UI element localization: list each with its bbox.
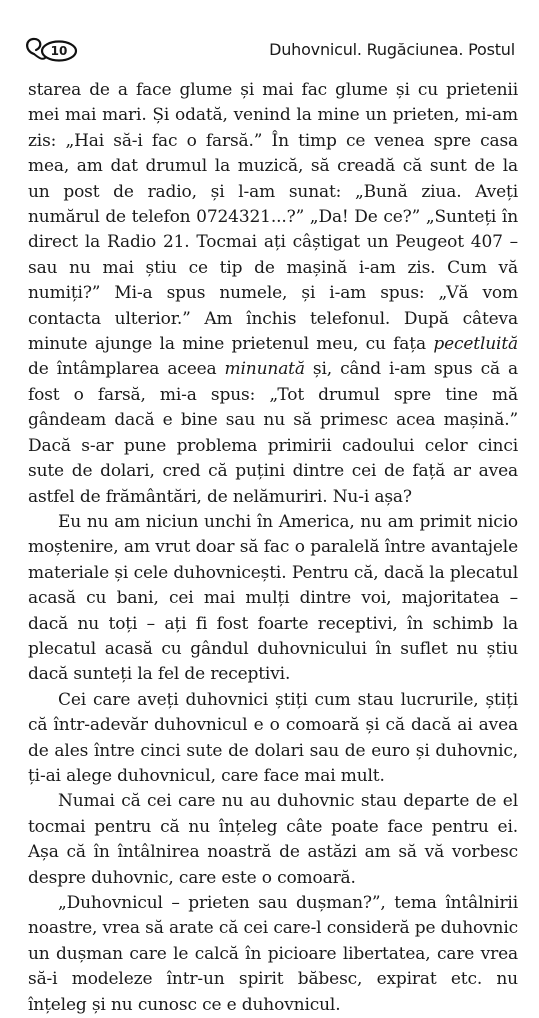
text-run: și, când i-am spus că a fost o farsă, mi-a spus: „Tot drumul spre tine mă gândeam dacă e bine sau nu să primesc acea mașină.” Dacă s-ar pune problema primirii cadoului celor cinci sute de dolari, cred că puțini dintre cei de față ar avea astfel de frământări, de nelămuriri. Nu-i așa? (28, 359, 518, 507)
text-run: „Duhovnicul – prieten sau dușman?”, tema întâlnirii noastre, vrea să arate că cei care-l consideră pe duhovnic un dușman care le calcă în picioare libertatea, care vrea să-i modeleze într-un spirit băbesc, expirat etc. nu înțeleg și nu cunosc ce e duhovnicul. (28, 893, 518, 1015)
text-run: Eu nu am niciun unchi în America, nu am primit nicio moștenire, am vrut doar să fac o paralelă între avantajele materiale și cele duhovnicești. Pentru că, dacă la plecatul acasă cu bani, cei mai mulți dintre voi, majoritatea – dacă nu toți – ați fi fost foarte receptivi, în schimb la plecatul acasă cu gândul duhovnicului în suflet nu știu dacă sunteți la fel de receptivi. (28, 511, 518, 685)
body-text (28, 78, 518, 1018)
emphasized-text: minunată (224, 359, 305, 380)
emphasized-text: pecetluită (433, 334, 518, 355)
page-number: 10 (50, 44, 68, 58)
running-title: Duhovnicul. Rugăciunea. Postul (269, 40, 515, 59)
paragraph (28, 78, 518, 510)
text-run: Numai că cei care nu au duhovnic stau departe de el tocmai pentru că nu înțeleg câte poate face pentru ei. Așa că în întâlnirea noastră de astăzi am să vă vorbesc despre duhovnic, care este o comoară. (28, 791, 518, 888)
text-run: starea de a face glume și mai fac glume și cu prietenii mei mai mari. Și odată, venind la mine un prieten, mi-am zis: „Hai să-i fac o farsă.” În timp ce venea spre casa mea, am dat drumul la muzică, să creadă că sunt de la un post de radio, și l-am sunat: „Bună ziua. Aveți numărul de telefon 0724321...?” „Da! De ce?” „Sunteți în direct la Radio 21. Tocmai ați câștigat un Peugeot 407 – sau nu mai știu ce tip de mașină i-am zis. Cum vă numiți?” Mi-a spus numele, și i-am spus: „Vă vom contacta ulterior.” Am închis telefonul. După câteva minute ajunge la mine prietenul meu, cu fața (28, 80, 518, 355)
paragraph (28, 688, 518, 790)
text-run: Cei care aveți duhovnici știți cum stau lucrurile, știți că într-adevăr duhovnicul e o comoară și că dacă ai avea de ales între cinci sute de dolari sau de euro și duhovnic, ți-ai alege duhovnicul, care face mai mult. (28, 689, 518, 786)
paragraph (28, 510, 518, 688)
paragraph (28, 891, 518, 1018)
text-run: de întâmplarea aceea (28, 359, 225, 380)
paragraph (28, 789, 518, 891)
page-header (22, 30, 515, 70)
